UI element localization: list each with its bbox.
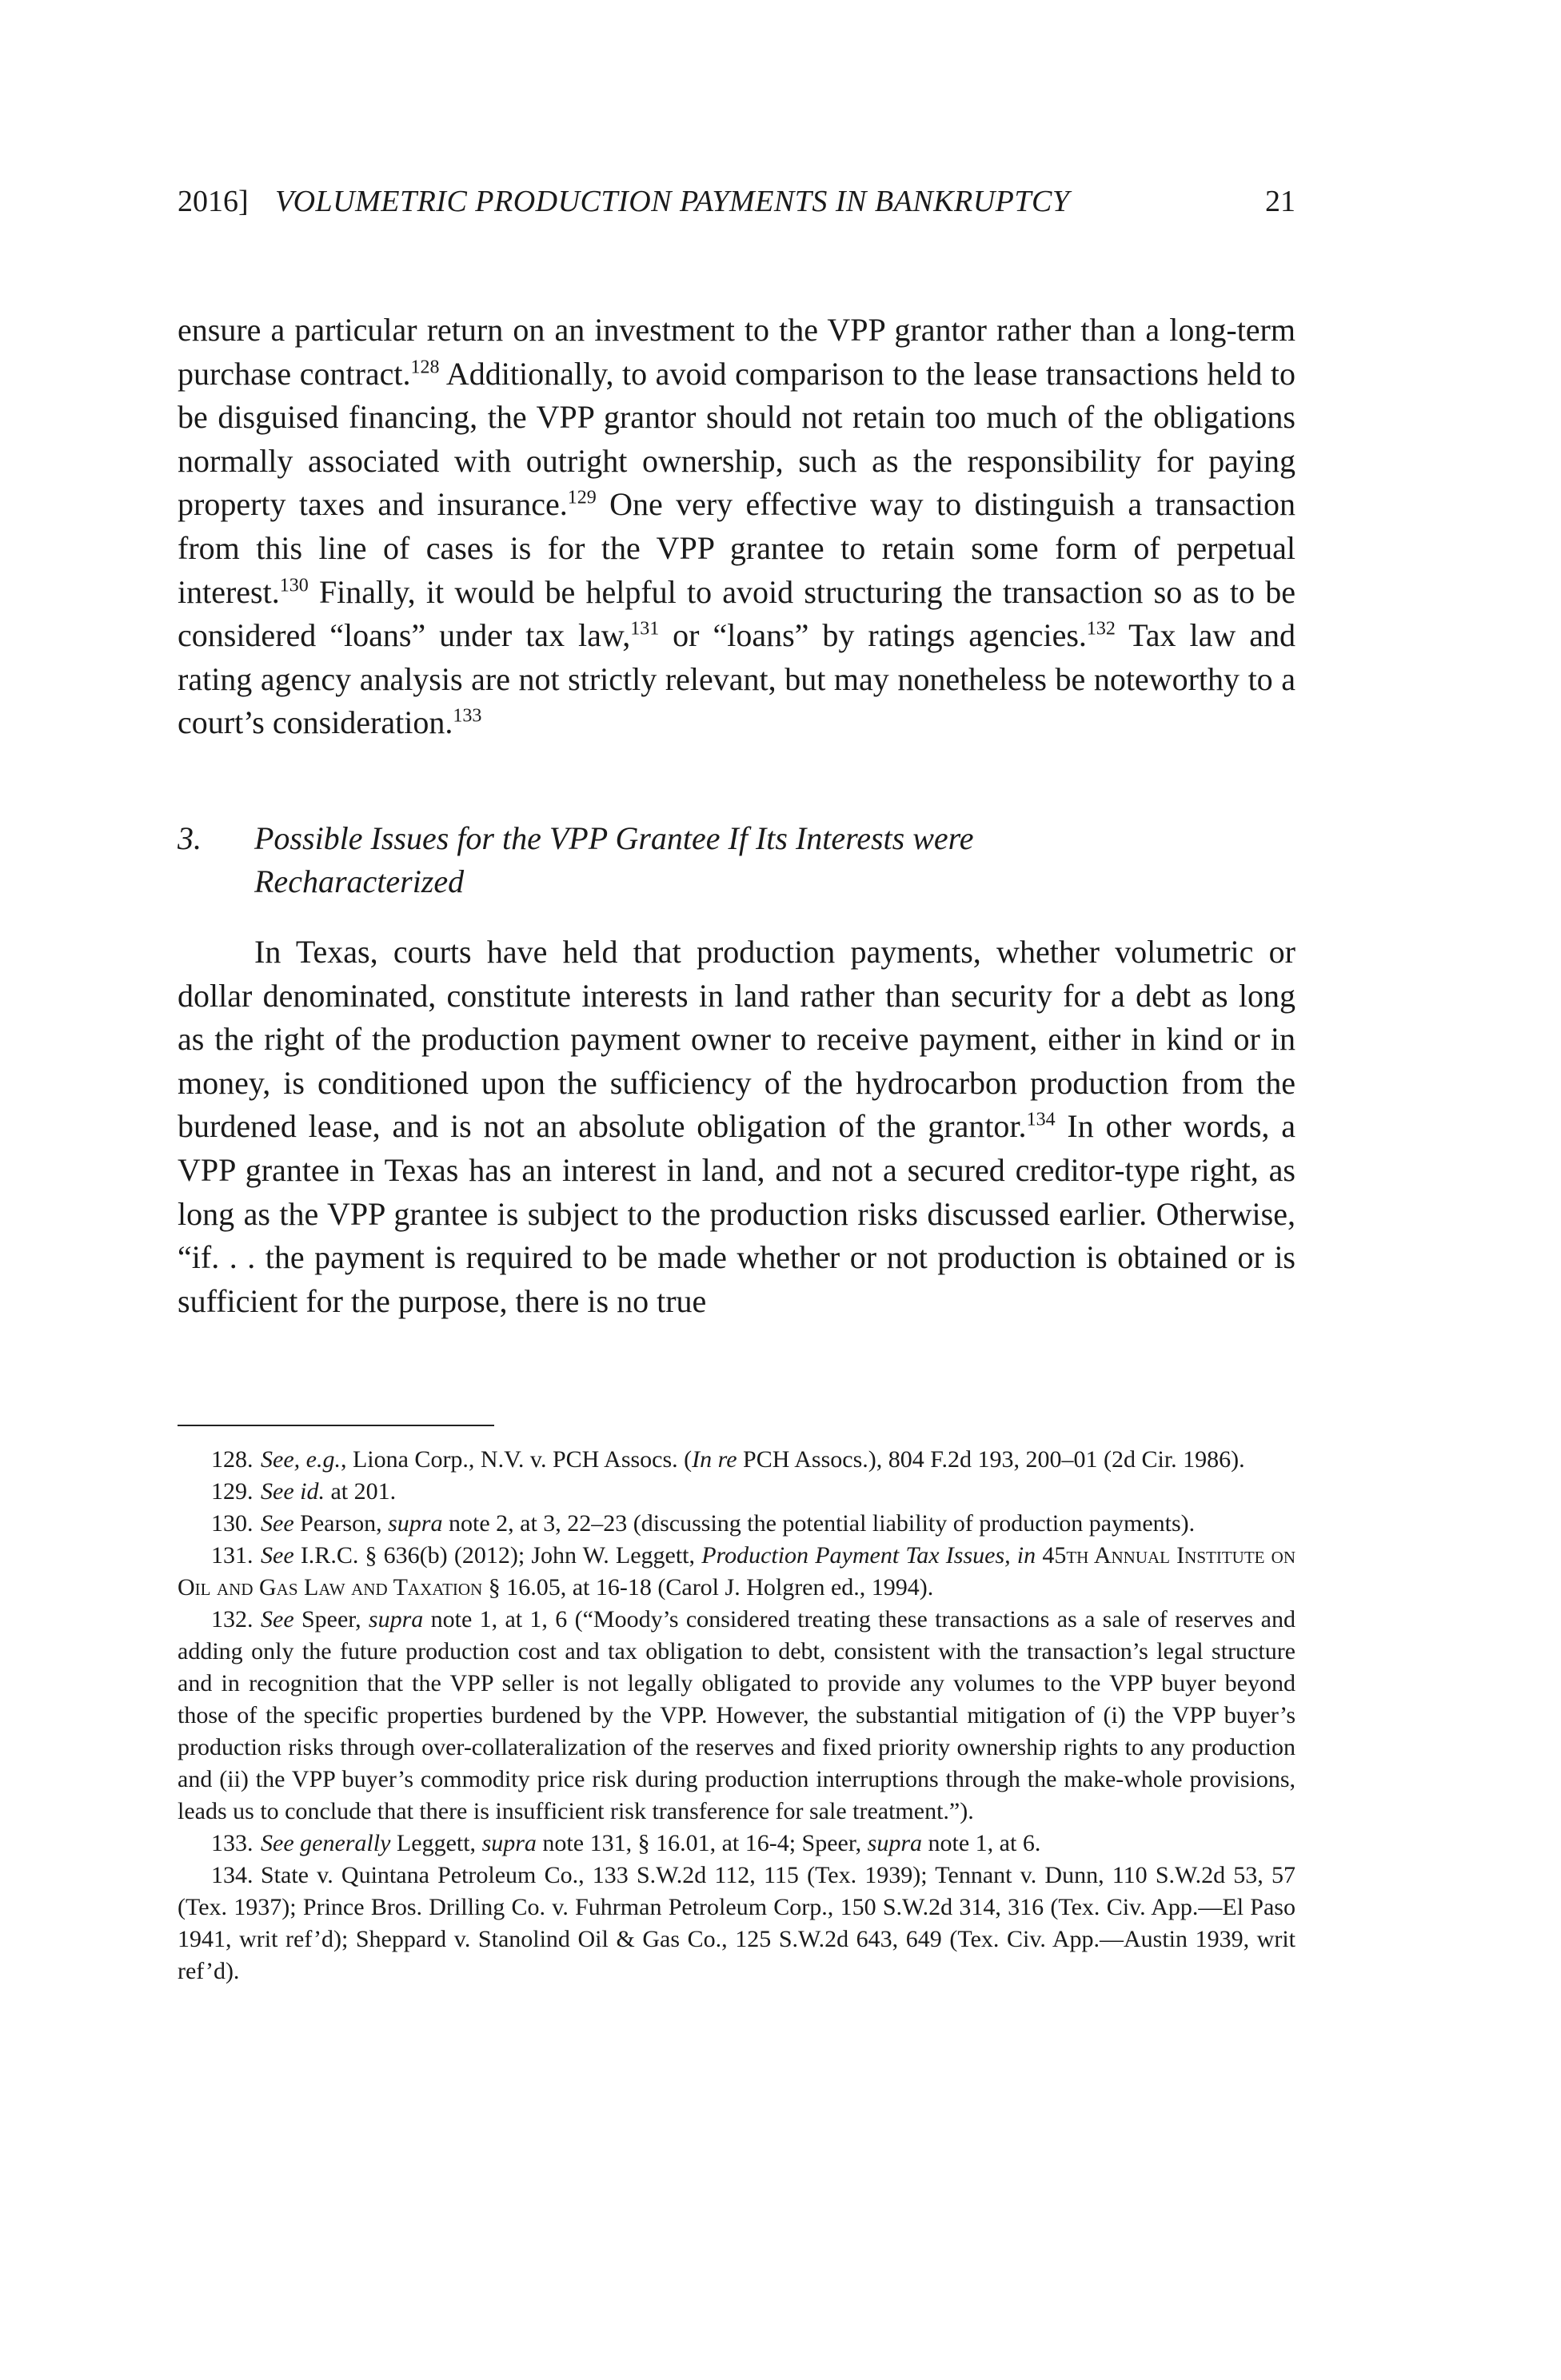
- subsection-number: 3.: [178, 820, 202, 856]
- footnote-129: [178, 1476, 1296, 1508]
- signal: See, e.g.: [261, 1446, 341, 1473]
- footnote-number: 130.: [211, 1510, 254, 1537]
- signal: See: [261, 1606, 294, 1633]
- text-run: or “loans” by ratings agencies.: [659, 617, 1087, 654]
- signal: supra: [368, 1606, 424, 1633]
- body-paragraph-2: [178, 931, 1296, 1323]
- footnote-ref-132[interactable]: 132: [1086, 618, 1116, 640]
- footnote-132: [178, 1604, 1296, 1828]
- footnote-number: 128.: [211, 1446, 254, 1473]
- text-run: note 1, at 1, 6 (“Moody’s considered treating these transactions as a sale of reserves and adding only the future production cost and tax obligation to debt, consistent with the transaction’s legal structure and in recognition that the VPP seller is not legally obligated to provide any volumes to the VPP buyer beyond those of the specific properties burdened by the VPP. However, the substantial mitigation of (i) the VPP buyer’s production risks through over-collateralization of the reserves and fixed priority ownership rights to any production and (ii) the VPP buyer’s commodity price risk during production interruptions through the make-whole provisions, leads us to conclude that there is insufficient risk transference for sale treatment.”).: [178, 1606, 1296, 1824]
- footnote-ref-129[interactable]: 129: [567, 488, 597, 509]
- text-run: ensure a particular return on an investment to the VPP grantor rather than a long-term purchase contract.: [178, 312, 1296, 392]
- footnotes: [178, 1444, 1296, 1987]
- footnote-131: [178, 1540, 1296, 1604]
- signal: supra: [388, 1510, 443, 1537]
- footnote-ref-133[interactable]: 133: [453, 706, 482, 728]
- text-run: In other words, a VPP grantee in Texas has an interest in land, and not a secured creditor-type right, as long as the VPP grantee is subject to the production risks discussed earlier. Otherwise, “if. . . the payment is required to be made whether or not production is obtained or is sufficient for the purpose, there is no true: [178, 1108, 1296, 1319]
- text-run: Additionally, to avoid comparison to the lease transactions held to be disguised financing, the VPP grantor should not retain too much of the obligations normally associated with outright ownership, such as the responsibility for paying property taxes and insurance.: [178, 355, 1296, 523]
- text-run: One very effective way to distinguish a transaction from this line of cases is for the VPP grantee to retain some form of perpetual interest.: [178, 486, 1296, 610]
- running-title: VOLUMETRIC PRODUCTION PAYMENTS IN BANKRUPTCY: [275, 185, 1070, 218]
- subsection-title: [254, 817, 1134, 903]
- text-run: Speer,: [293, 1606, 369, 1633]
- text-run: at 201.: [324, 1478, 397, 1505]
- subsection-title-line-2: Recharacterized: [254, 863, 465, 899]
- signal: See id.: [261, 1478, 325, 1505]
- header-year: 2016]: [178, 185, 249, 218]
- text-run: Tax law and rating agency analysis are not strictly relevant, but may nonetheless be noteworthy to a court’s consideration.: [178, 617, 1296, 741]
- footnote-ref-130[interactable]: 130: [279, 575, 309, 596]
- article-title: Production Payment Tax Issues, in: [701, 1542, 1036, 1569]
- footnote-number: 134.: [211, 1862, 254, 1888]
- text-run: I.R.C. § 636(b) (2012); John W. Leggett,: [293, 1542, 702, 1569]
- footnote-number: 132.: [211, 1606, 254, 1633]
- text-run: In Texas, courts have held that production payments, whether volumetric or dollar denominated, constitute interests in land rather than security for a debt as long as the right of the production payment owner to receive payment, either in kind or in money, is conditioned upon the sufficiency of the hydrocarbon production from the burdened lease, and is not an absolute obligation of the grantor.: [178, 934, 1296, 1145]
- publication-title: 45th Annual Institute on Oil and Gas Law and Taxation: [178, 1542, 1296, 1601]
- footnote-130: [178, 1508, 1296, 1540]
- signal: supra: [481, 1830, 537, 1856]
- text-run: Leggett,: [390, 1830, 482, 1856]
- footnote-number: 131.: [211, 1542, 254, 1569]
- signal: See: [261, 1542, 294, 1569]
- footnote-divider: [178, 1425, 494, 1426]
- body-paragraph-1: [178, 309, 1296, 745]
- running-header: [178, 177, 1296, 225]
- text-run: note 131, § 16.01, at 16-4; Speer,: [536, 1830, 868, 1856]
- subsection-title-line-1: Possible Issues for the VPP Grantee If Its Interests were: [254, 820, 974, 856]
- text-run: State v. Quintana Petroleum Co., 133 S.W.2d 112, 115 (Tex. 1939); Tennant v. Dunn, 110 S.W.2d 53, 57 (Tex. 1937); Prince Bros. Drilling Co. v. Fuhrman Petroleum Corp., 150 S.W.2d 314, 316 (Tex. Civ. App.—El Paso 1941, writ ref’d); Sheppard v. Stanolind Oil & Gas Co., 125 S.W.2d 643, 649 (Tex. Civ. App.—Austin 1939, writ ref’d).: [178, 1862, 1296, 1984]
- text-run: , Liona Corp., N.V. v. PCH Assocs. (: [340, 1446, 693, 1473]
- signal: supra: [867, 1830, 923, 1856]
- text-run: note 1, at 6.: [922, 1830, 1041, 1856]
- text-run: PCH Assocs.), 804 F.2d 193, 200–01 (2d Cir. 1986).: [737, 1446, 1245, 1473]
- footnote-ref-128[interactable]: 128: [410, 357, 440, 378]
- footnote-number: 133.: [211, 1830, 254, 1856]
- footnote-128: [178, 1444, 1296, 1476]
- footnote-number: 129.: [211, 1478, 254, 1505]
- signal: See: [261, 1510, 294, 1537]
- page-number: 21: [1265, 185, 1296, 218]
- footnote-134: [178, 1860, 1296, 1987]
- footnote-133: [178, 1828, 1296, 1860]
- footnote-ref-131[interactable]: 131: [630, 618, 660, 640]
- footnote-ref-134[interactable]: 134: [1026, 1110, 1056, 1131]
- text-run: § 16.05, at 16-18 (Carol J. Holgren ed., 1994).: [482, 1574, 934, 1601]
- text-run: Pearson,: [293, 1510, 389, 1537]
- signal: In re: [692, 1446, 737, 1473]
- text-run: note 2, at 3, 22–23 (discussing the potential liability of production payments).: [442, 1510, 1196, 1537]
- signal: See generally: [261, 1830, 391, 1856]
- text-run: Finally, it would be helpful to avoid structuring the transaction so as to be considered “loans” under tax law,: [178, 573, 1296, 654]
